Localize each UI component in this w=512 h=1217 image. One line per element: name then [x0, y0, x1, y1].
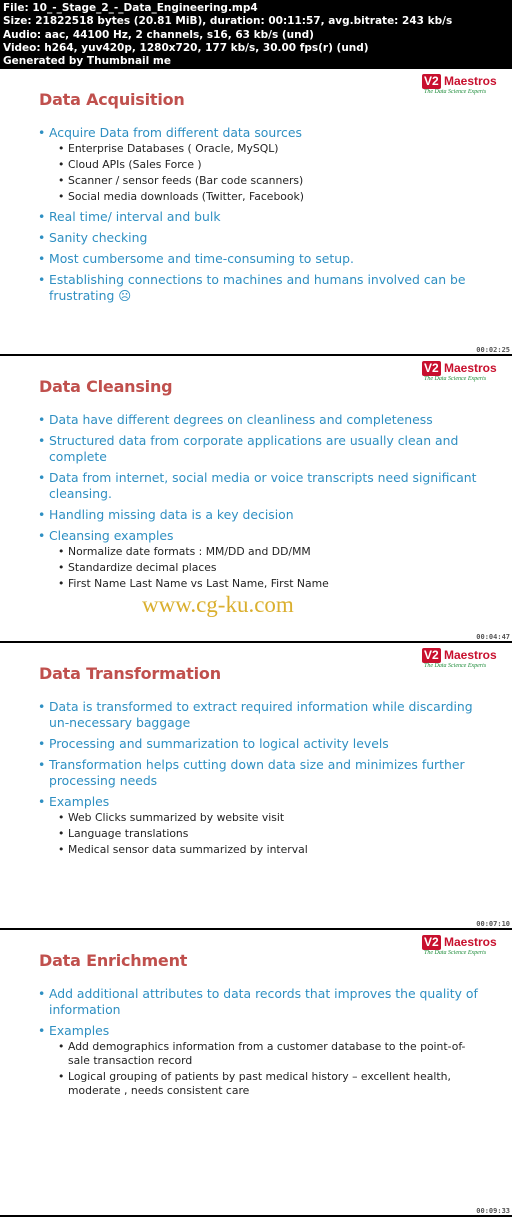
bullet-item — [38, 1023, 478, 1098]
frame-timestamp: 00:04:47 — [476, 633, 510, 641]
bullet-text: Examples — [49, 1023, 110, 1038]
sub-bullet-item: • Standardize decimal places — [49, 561, 478, 575]
bullet-text: Transformation helps cutting down data size and minimizes further processing needs — [49, 757, 465, 788]
video-frame — [0, 356, 512, 641]
bullet-list — [38, 986, 478, 1103]
v2-maestros-logo — [422, 934, 502, 962]
bullet-text: Sanity checking — [49, 230, 148, 245]
bullet-item — [38, 794, 478, 857]
slide-title: Data Enrichment — [39, 951, 188, 970]
file-info: File: 10_-_Stage_2_-_Data_Engineering.mp4 — [3, 2, 258, 14]
bullet-item — [38, 433, 478, 465]
bullet-text: Structured data from corporate applications are usually clean and complete — [49, 433, 459, 464]
bullet-item — [38, 251, 478, 267]
logo-tagline: The Data Science Experts — [424, 376, 487, 382]
sub-bullet-list — [49, 1040, 478, 1098]
bullet-text: Data is transformed to extract required information while discarding un-necessary baggage — [49, 699, 473, 730]
thumbnail-info-header — [0, 0, 512, 68]
logo-tagline: The Data Science Experts — [424, 663, 487, 669]
audio-info: Audio: aac, 44100 Hz, 2 channels, s16, 63 kb/s (und) — [3, 28, 314, 41]
bullet-item — [38, 699, 478, 731]
frame-timestamp: 00:07:10 — [476, 920, 510, 928]
bullet-list — [38, 125, 478, 309]
video-frame — [0, 930, 512, 1215]
v2-maestros-logo — [422, 647, 502, 675]
bullet-list — [38, 412, 478, 596]
sub-bullet-list — [49, 142, 478, 204]
bullet-item — [38, 209, 478, 225]
bullet-item — [38, 470, 478, 502]
sub-bullet-item: • Enterprise Databases ( Oracle, MySQL) — [49, 142, 478, 156]
bullet-item — [38, 986, 478, 1018]
sub-bullet-item: • Web Clicks summarized by website visit — [49, 811, 478, 825]
bullet-item — [38, 230, 478, 246]
bullet-item — [38, 507, 478, 523]
sub-bullet-item: • Add demographics information from a customer database to the point-of-sale transaction record — [49, 1040, 478, 1068]
bullet-text: Data from internet, social media or voice transcripts need significant cleansing. — [49, 470, 477, 501]
logo-mark: V2 — [424, 648, 439, 662]
video-frame — [0, 69, 512, 354]
video-frame — [0, 643, 512, 928]
bullet-item — [38, 528, 478, 591]
sub-bullet-item: • Logical grouping of patients by past medical history – excellent health, moderate , needs consistent care — [49, 1070, 478, 1098]
watermark: www.cg-ku.com — [142, 592, 294, 617]
logo-name: Maestros — [444, 74, 497, 88]
sub-bullet-item: • Scanner / sensor feeds (Bar code scanners) — [49, 174, 478, 188]
bullet-text: Establishing connections to machines and humans involved can be frustrating ☹ — [49, 272, 466, 303]
bullet-item — [38, 125, 478, 204]
sub-bullet-list — [49, 811, 478, 857]
bullet-item — [38, 412, 478, 428]
bullet-text: Real time/ interval and bulk — [49, 209, 221, 224]
logo-name: Maestros — [444, 361, 497, 375]
bullet-text: Handling missing data is a key decision — [49, 507, 294, 522]
bullet-text: Most cumbersome and time-consuming to setup. — [49, 251, 354, 266]
bullet-text: Cleansing examples — [49, 528, 174, 543]
bullet-text: Examples — [49, 794, 110, 809]
logo-mark: V2 — [424, 935, 439, 949]
bullet-text: Add additional attributes to data records that improves the quality of information — [49, 986, 478, 1017]
bullet-text: Data have different degrees on cleanliness and completeness — [49, 412, 433, 427]
logo-tagline: The Data Science Experts — [424, 950, 487, 956]
bullet-text: Processing and summarization to logical activity levels — [49, 736, 389, 751]
video-info: Video: h264, yuv420p, 1280x720, 177 kb/s, 30.00 fps(r) (und) — [3, 41, 369, 54]
sub-bullet-item: • First Name Last Name vs Last Name, First Name — [49, 577, 478, 591]
sub-bullet-item: • Language translations — [49, 827, 478, 841]
bullet-list — [38, 699, 478, 862]
generator-info: Generated by Thumbnail me — [3, 55, 171, 68]
bullet-item — [38, 272, 478, 304]
frame-timestamp: 00:09:33 — [476, 1207, 510, 1215]
sub-bullet-list — [49, 545, 478, 591]
sub-bullet-item: • Medical sensor data summarized by interval — [49, 843, 478, 857]
sub-bullet-item: • Normalize date formats : MM/DD and DD/MM — [49, 545, 478, 559]
frame-timestamp: 00:02:25 — [476, 346, 510, 354]
logo-tagline: The Data Science Experts — [424, 89, 487, 95]
logo-name: Maestros — [444, 648, 497, 662]
v2-maestros-logo — [422, 73, 502, 101]
size-info: Size: 21822518 bytes (20.81 MiB), duration: 00:11:57, avg.bitrate: 243 kb/s — [3, 15, 453, 28]
bullet-text: Acquire Data from different data sources — [49, 125, 302, 140]
slide-title: Data Transformation — [39, 664, 221, 683]
logo-name: Maestros — [444, 935, 497, 949]
logo-mark: V2 — [424, 74, 439, 88]
sub-bullet-item: • Cloud APIs (Sales Force ) — [49, 158, 478, 172]
slide-title: Data Cleansing — [39, 377, 173, 396]
v2-maestros-logo — [422, 360, 502, 388]
bullet-item — [38, 757, 478, 789]
logo-mark: V2 — [424, 361, 439, 375]
bullet-item — [38, 736, 478, 752]
sub-bullet-item: • Social media downloads (Twitter, Facebook) — [49, 190, 478, 204]
slide-title: Data Acquisition — [39, 90, 185, 109]
